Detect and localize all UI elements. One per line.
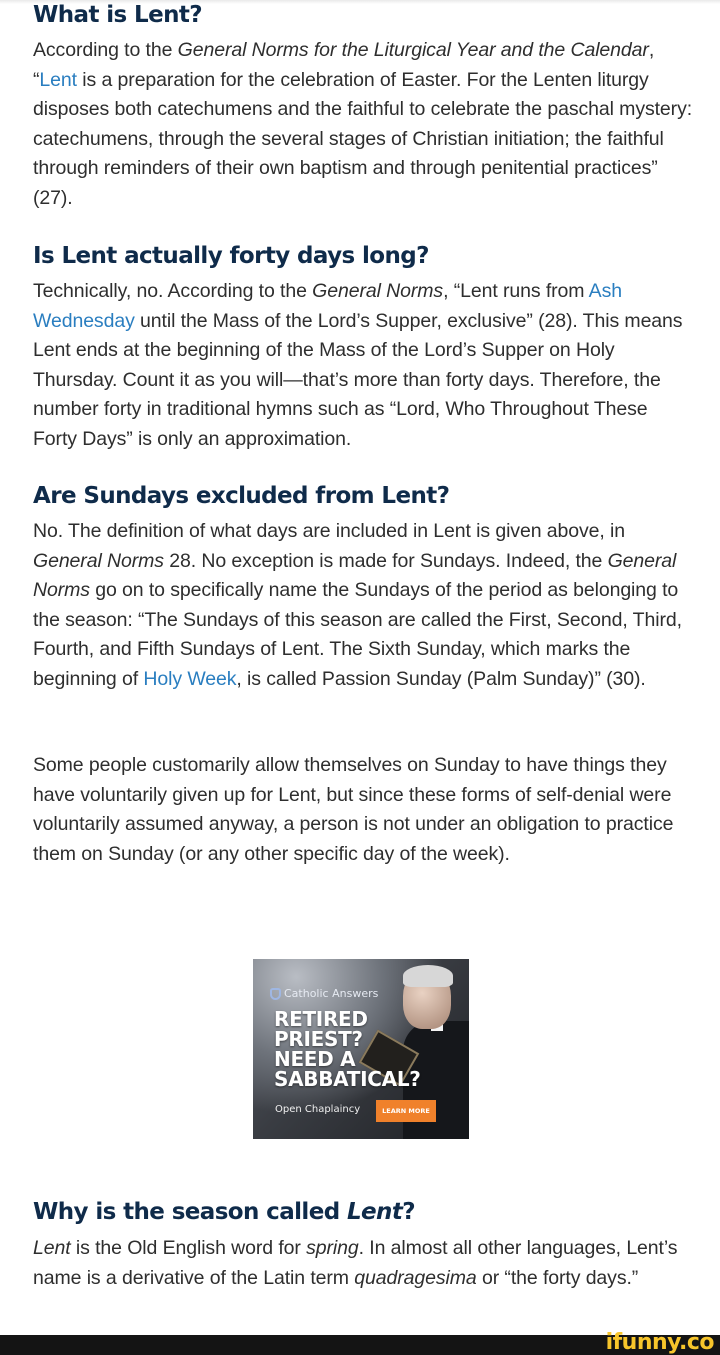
- paragraph-why-called-lent: Lent is the Old English word for spring. In almost all other languages, Lent’s name is a derivative of the Latin term quadragesima or “the forty days.”: [33, 1237, 678, 1289]
- heading-what-is-lent: What is Lent?: [33, 2, 203, 28]
- ad-subtext: Open Chaplaincy: [275, 1104, 361, 1115]
- ad-headline: RETIRED PRIEST? NEED A SABBATICAL?: [274, 1007, 421, 1091]
- link-holy-week[interactable]: Holy Week: [143, 667, 237, 690]
- paragraph-forty-days: Technically, no. According to the General Norms, “Lent runs from Ash Wednesday until the Mass of the Lord’s Supper, exclusive” (28). This means Lent ends at the beginning of the Mass of the Lord’s Supper on Holy Thursday. Count it as you will—that’s more than forty days. Therefore, the number forty in traditional hymns such as “Lord, Who Throughout These Forty Days” is only an approximation.: [33, 280, 683, 450]
- heading-why-called-lent: Why is the season called Lent?: [33, 1199, 415, 1225]
- ifunny-watermark: ifunny.co: [605, 1330, 714, 1355]
- priest-hair: [403, 965, 453, 987]
- heading-forty-days: Is Lent actually forty days long?: [33, 243, 429, 269]
- advertisement-banner[interactable]: [253, 959, 469, 1139]
- paragraph-sundays: No. The definition of what days are included in Lent is given above, in General Norms 28. No exception is made for Sundays. Indeed, the General Norms go on to specifically name the Sundays of the period as belonging to the season: “The Sundays of this season are called the First, Second, Third, Fourth, and Fifth Sundays of Lent. The Sixth Sunday, which marks the beginning of Holy Week, is called Passion Sunday (Palm Sunday)” (30).: [33, 520, 682, 690]
- link-ash-wednesday[interactable]: Ash Wednesday: [33, 280, 622, 332]
- shield-icon: [270, 988, 281, 1000]
- ad-brand-logo: Catholic Answers: [270, 987, 378, 1000]
- paragraph-sundays-2: Some people customarily allow themselves on Sunday to have things they have voluntarily given up for Lent, but since these forms of self-denial were voluntarily assumed anyway, a person is not under an obligation to practice them on Sunday (or any other specific day of the week).: [33, 754, 674, 865]
- learn-more-button[interactable]: LEARN MORE: [376, 1100, 436, 1122]
- paragraph-what-is-lent: According to the General Norms for the Liturgical Year and the Calendar, “Lent is a preparation for the celebration of Easter. For the Lenten liturgy disposes both catechumens and the faithful to celebrate the paschal mystery: catechumens, through the several stages of Christian initiation; the faithful through reminders of their own baptism and through penitential practices” (27).: [33, 39, 693, 209]
- watermark-bar: [0, 1330, 720, 1355]
- link-lent[interactable]: Lent: [39, 68, 77, 91]
- citation-general-norms: General Norms for the Liturgical Year and the Calendar: [177, 39, 649, 61]
- heading-sundays: Are Sundays excluded from Lent?: [33, 483, 450, 509]
